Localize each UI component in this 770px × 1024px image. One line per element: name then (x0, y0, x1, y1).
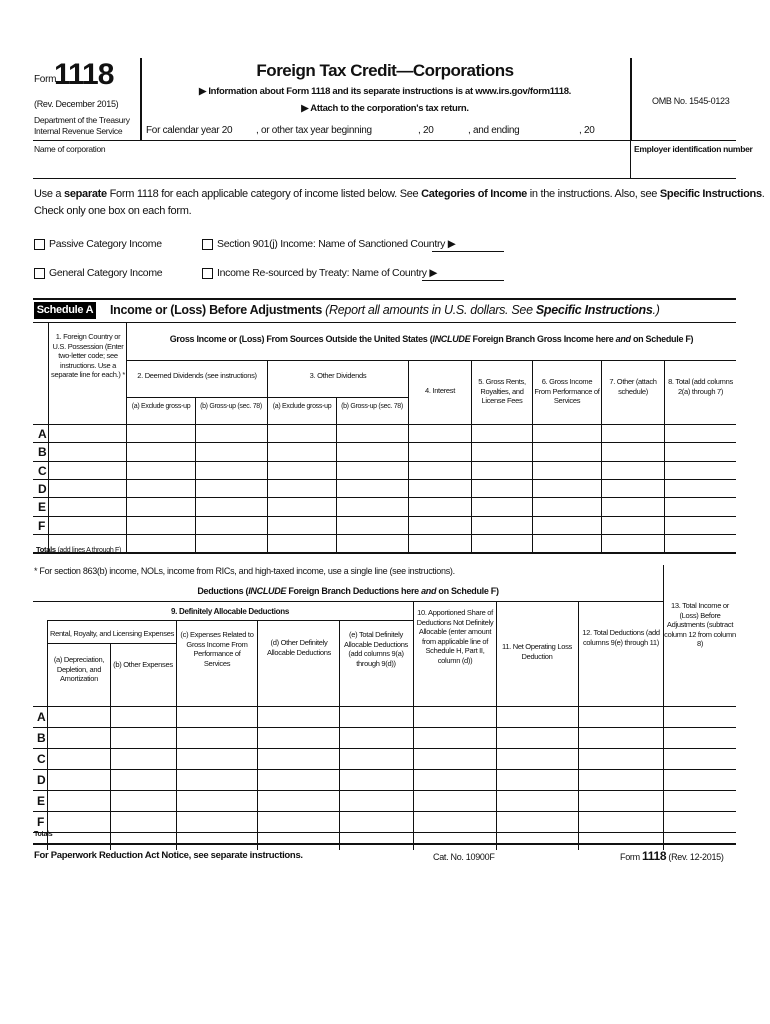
col2a-header: (a) Exclude gross-up (131, 403, 191, 410)
rental-rule (47, 643, 176, 644)
schedule-a-cell[interactable] (602, 425, 663, 441)
irs-line: Internal Revenue Service (34, 126, 123, 136)
deductions-cell[interactable] (111, 749, 175, 768)
passive-checkbox[interactable] (34, 239, 45, 250)
deductions-cell[interactable] (48, 707, 109, 726)
deductions-row-letter: E (37, 794, 46, 808)
deductions-cell[interactable] (177, 791, 256, 810)
schedule-a-cell[interactable] (665, 480, 735, 496)
general-checkbox[interactable] (34, 268, 45, 279)
schedule-a-total-cell[interactable] (337, 535, 407, 551)
schedule-a-cell[interactable] (268, 480, 335, 496)
catalog-number: Cat. No. 10900F (433, 852, 495, 862)
deductions-row-letter: A (37, 710, 46, 724)
deductions-cell[interactable] (414, 791, 495, 810)
deductions-cell[interactable] (579, 749, 662, 768)
sec901-checkbox[interactable] (202, 239, 213, 250)
deductions-cell[interactable] (579, 770, 662, 789)
col9-header: 9. Definitely Allocable Deductions (171, 607, 289, 616)
schedule-a-cell[interactable] (49, 443, 125, 459)
col2b-header: (b) Gross-up (sec. 78) (200, 403, 262, 410)
other-year-label: , or other tax year beginning (256, 125, 372, 136)
col4-header: 4. Interest (424, 386, 456, 395)
schedule-a-total-cell[interactable] (533, 535, 600, 551)
gross-header-rule (126, 360, 736, 361)
deductions-total-cell[interactable] (340, 833, 412, 848)
deductions-cell[interactable] (258, 728, 338, 747)
deductions-cell[interactable] (497, 728, 577, 747)
comma-20-a: , 20 (418, 125, 434, 136)
deductions-cell[interactable] (579, 707, 662, 726)
deductions-total-cell[interactable] (579, 833, 662, 848)
schedule-a-total-cell[interactable] (196, 535, 266, 551)
schedule-a-cell[interactable] (472, 480, 531, 496)
col13-header: 13. Total Income or (Loss) Before Adjustments (subtract column 12 from column 8) (664, 601, 736, 648)
col9-rule (47, 620, 413, 621)
col10-header: 10. Apportioned Share of Deductions Not Definitely Allocable (enter amount from applicable line of Schedule H, Part II, column (d)) (416, 608, 494, 665)
schedule-a-cell[interactable] (337, 462, 407, 478)
deductions-cell[interactable] (497, 749, 577, 768)
deductions-cell[interactable] (258, 770, 338, 789)
general-label: General Category Income (49, 267, 163, 279)
deductions-cell[interactable] (340, 749, 412, 768)
deductions-cell[interactable] (340, 770, 412, 789)
schedule-a-cell[interactable] (602, 498, 663, 514)
schedule-a-row-letter: A (38, 427, 47, 441)
department-line: Department of the Treasury (34, 115, 130, 125)
schedule-a-cell[interactable] (533, 498, 600, 514)
schedule-a-cell[interactable] (337, 498, 407, 514)
deductions-cell[interactable] (340, 728, 412, 747)
info-line: ▶ Information about Form 1118 and its separate instructions is at www.irs.gov/form1118. (198, 86, 572, 97)
deductions-cell[interactable] (111, 770, 175, 789)
schedule-a-cell[interactable] (409, 498, 470, 514)
deductions-cell[interactable] (258, 812, 338, 831)
schedule-a-cell[interactable] (337, 425, 407, 441)
schedule-a-total-cell[interactable] (409, 535, 470, 551)
deductions-cell[interactable] (579, 728, 662, 747)
schedule-a-cell[interactable] (268, 498, 335, 514)
deductions-cell[interactable] (340, 812, 412, 831)
deductions-header: Deductions (INCLUDE Foreign Branch Deductions here and on Schedule F) (197, 586, 499, 596)
schedule-a-cell[interactable] (49, 462, 125, 478)
deductions-cell[interactable] (48, 791, 109, 810)
schedule-a-cell[interactable] (196, 425, 266, 441)
schedule-a-cell[interactable] (337, 480, 407, 496)
schedule-a-cell[interactable] (49, 517, 125, 533)
deductions-cell[interactable] (579, 812, 662, 831)
gross-income-header: Gross Income or (Loss) From Sources Outside the United States (INCLUDE Foreign Branch Gross Income here and on Schedule F) (169, 334, 694, 344)
form-label: Form (34, 74, 57, 85)
schedule-a-row-letter: F (38, 518, 46, 533)
schedule-a-cell[interactable] (533, 517, 600, 533)
schedule-a-cell[interactable] (665, 517, 735, 533)
deductions-row-letter: B (37, 731, 46, 745)
deductions-cell[interactable] (664, 812, 735, 831)
schedule-a-cell[interactable] (49, 480, 125, 496)
deductions-cell[interactable] (664, 791, 735, 810)
schedule-a-cell[interactable] (602, 517, 663, 533)
rental-header: Rental, Royalty, and Licensing Expenses (49, 629, 175, 638)
schedule-a-cell[interactable] (533, 443, 600, 459)
schedule-a-cell[interactable] (337, 517, 407, 533)
deductions-cell[interactable] (664, 770, 735, 789)
form-number: 1118 (54, 58, 114, 91)
schedule-a-cell[interactable] (472, 517, 531, 533)
header-right-divider (630, 58, 632, 140)
schedule-a-cell[interactable] (665, 425, 735, 441)
deductions-cell[interactable] (414, 728, 495, 747)
deductions-cell[interactable] (497, 770, 577, 789)
deductions-cell[interactable] (48, 812, 109, 831)
schedule-a-cell[interactable] (268, 517, 335, 533)
col11-header: 11. Net Operating Loss Deduction (502, 642, 572, 661)
deductions-cell[interactable] (177, 770, 256, 789)
schedule-a-bottom-rule (33, 552, 736, 554)
deductions-cell[interactable] (664, 749, 735, 768)
schedule-a-cell[interactable] (665, 443, 735, 459)
schedule-a-row-letter: D (38, 481, 47, 496)
deductions-cell[interactable] (497, 707, 577, 726)
schedule-a-cell[interactable] (533, 480, 600, 496)
deductions-cell[interactable] (111, 791, 175, 810)
schedule-a-cell[interactable] (196, 462, 266, 478)
schedule-a-cell[interactable] (127, 443, 194, 459)
schedule-a-row-letter: E (38, 500, 47, 515)
deductions-cell[interactable] (340, 791, 412, 810)
schedule-a-cell[interactable] (337, 443, 407, 459)
schedule-a-cell[interactable] (409, 480, 470, 496)
deductions-cell[interactable] (664, 707, 735, 726)
schedule-a-cell[interactable] (409, 443, 470, 459)
schedule-a-cell[interactable] (127, 462, 194, 478)
form-title: Foreign Tax Credit—Corporations (256, 61, 514, 80)
deductions-cell[interactable] (664, 728, 735, 747)
col3-header: 3. Other Dividends (309, 371, 367, 380)
deductions-cell[interactable] (111, 812, 175, 831)
col9b-header: (b) Other Expenses (113, 660, 173, 669)
schedule-a-cell[interactable] (409, 517, 470, 533)
schedule-a-total-cell[interactable] (268, 535, 335, 551)
schedule-a-cell[interactable] (196, 517, 266, 533)
deductions-cell[interactable] (258, 791, 338, 810)
deductions-cell[interactable] (177, 812, 256, 831)
schedule-a-total-cell[interactable] (665, 535, 735, 551)
schedule-a-cell[interactable] (49, 498, 125, 514)
deductions-cell[interactable] (414, 770, 495, 789)
schedule-a-cell[interactable] (127, 498, 194, 514)
schedule-a-cell[interactable] (196, 443, 266, 459)
sec901-label: Section 901(j) Income: Name of Sanctioned Country ▶ (217, 238, 456, 250)
deductions-cell[interactable] (414, 749, 495, 768)
deductions-header-rule (33, 601, 663, 602)
schedule-a-cell[interactable] (602, 443, 663, 459)
deductions-cell[interactable] (497, 791, 577, 810)
name-row-bottom-rule (33, 178, 736, 179)
schedule-a-cell[interactable] (127, 517, 194, 533)
col9a-header: (a) Depreciation, Depletion, and Amortization (53, 655, 105, 683)
schedule-a-cell[interactable] (472, 425, 531, 441)
deductions-cell[interactable] (111, 707, 175, 726)
and-ending-label: , and ending (468, 125, 520, 136)
attach-line: ▶ Attach to the corporation's tax return. (301, 103, 469, 114)
deductions-cell[interactable] (177, 707, 256, 726)
deductions-total-cell[interactable] (258, 833, 338, 848)
schedule-a-row-letter: C (38, 463, 47, 478)
schedule-a-totals-label: Totals (add lines A through F) (36, 545, 122, 554)
col8-header: 8. Total (add columns 2(a) through 7) (668, 377, 733, 396)
schedule-a-cell[interactable] (533, 462, 600, 478)
instructions-line-1: Use a separate Form 1118 for each applicable category of income listed below. See Categories of Income in the instructions. Also, see Specific Instructions. (34, 188, 765, 200)
schedule-a-cell[interactable] (533, 425, 600, 441)
footer-form-id: Form 1118 (Rev. 12-2015) (620, 849, 724, 863)
deductions-cell[interactable] (177, 749, 256, 768)
ein-field[interactable] (634, 155, 734, 177)
schedule-a-cell[interactable] (49, 425, 125, 441)
schedule-a-badge: Schedule A (34, 302, 96, 319)
revision-date: (Rev. December 2015) (34, 99, 119, 109)
ein-divider (630, 140, 631, 178)
schedule-a-cell[interactable] (665, 498, 735, 514)
schedule-a-cell[interactable] (268, 462, 335, 478)
schedule-a-cell[interactable] (127, 480, 194, 496)
col7-header: 7. Other (attach schedule) (609, 377, 657, 396)
deductions-row-letter: D (37, 773, 46, 787)
resourced-checkbox[interactable] (202, 268, 213, 279)
deductions-row-letter: F (37, 815, 45, 829)
deductions-total-cell[interactable] (664, 833, 735, 848)
deductions-cell[interactable] (258, 707, 338, 726)
schedule-a-cell[interactable] (472, 498, 531, 514)
schedule-a-cell[interactable] (602, 480, 663, 496)
deductions-cell[interactable] (48, 728, 109, 747)
col2-header: 2. Deemed Dividends (see instructions) (137, 371, 257, 380)
schedule-a-cell[interactable] (268, 443, 335, 459)
deductions-total-cell[interactable] (111, 833, 175, 848)
calendar-year-label: For calendar year 20 (146, 125, 233, 136)
omb-number: OMB No. 1545-0123 (652, 96, 730, 106)
deductions-totals-label: Totals (34, 831, 53, 838)
schedule-a-footnote: * For section 863(b) income, NOLs, income from RICs, and high-taxed income, use a single line (see instructions). (34, 566, 455, 576)
deductions-cell[interactable] (48, 749, 109, 768)
schedule-a-cell[interactable] (196, 498, 266, 514)
col1-header: 1. Foreign Country or U.S. Possession (Enter two-letter code; see instructions. Use a separate line for each.) * (51, 332, 125, 379)
deductions-cell[interactable] (258, 749, 338, 768)
deductions-cell[interactable] (579, 791, 662, 810)
deductions-total-cell[interactable] (177, 833, 256, 848)
schedule-a-cell[interactable] (196, 480, 266, 496)
col6-header: 6. Gross Income From Performance of Services (534, 377, 600, 405)
schedule-a-cell[interactable] (472, 443, 531, 459)
schedule-a-title: Income or (Loss) Before Adjustments (Report all amounts in U.S. dollars. See Specific Instructions.) (110, 303, 660, 317)
schedule-a-cell[interactable] (665, 462, 735, 478)
deductions-row-letter: C (37, 752, 46, 766)
col9d-header: (d) Other Definitely Allocable Deductions (266, 638, 332, 657)
resourced-country-field[interactable] (422, 280, 504, 281)
col9e-header: (e) Total Definitely Allocable Deductions (add columns 9(a) through 9(d)) (343, 630, 409, 668)
sec901-country-field[interactable] (432, 251, 504, 252)
schedule-a-total-cell[interactable] (127, 535, 194, 551)
schedule-a-row-letter: B (38, 445, 47, 460)
col9c-header: (c) Expenses Related to Gross Income From Performance of Services (180, 630, 254, 668)
ein-label: Employer identification number (634, 144, 753, 154)
schedule-a-total-cell[interactable] (472, 535, 531, 551)
col3a-header: (a) Exclude gross-up (272, 403, 332, 410)
deductions-cell[interactable] (414, 707, 495, 726)
deductions-cell[interactable] (340, 707, 412, 726)
schedule-a-top-rule (33, 298, 736, 300)
col5-header: 5. Gross Rents, Royalties, and License Fees (478, 377, 526, 405)
deductions-total-cell[interactable] (497, 833, 577, 848)
resourced-label: Income Re-sourced by Treaty: Name of Country ▶ (217, 267, 438, 279)
schedule-a-cell[interactable] (127, 425, 194, 441)
comma-20-b: , 20 (579, 125, 595, 136)
instructions-line-2: Check only one box on each form. (34, 205, 192, 217)
schedule-a-cell[interactable] (268, 425, 335, 441)
deductions-total-cell[interactable] (48, 833, 109, 848)
passive-label: Passive Category Income (49, 238, 162, 250)
schedule-a-cell[interactable] (602, 462, 663, 478)
schedule-a-title-rule (33, 322, 736, 323)
deductions-cell[interactable] (111, 728, 175, 747)
col12-header: 12. Total Deductions (add columns 9(e) through 11) (582, 628, 660, 647)
deductions-total-cell[interactable] (414, 833, 495, 848)
deductions-cell[interactable] (177, 728, 256, 747)
name-of-corporation-field[interactable] (34, 155, 624, 177)
name-of-corporation-label: Name of corporation (34, 144, 106, 154)
col3b-header: (b) Gross-up (sec. 78) (341, 403, 403, 410)
deductions-cell[interactable] (497, 812, 577, 831)
paperwork-notice: For Paperwork Reduction Act Notice, see separate instructions. (34, 850, 303, 861)
schedule-a-cell[interactable] (472, 462, 531, 478)
deductions-cell[interactable] (48, 770, 109, 789)
footer-top-rule (33, 843, 736, 845)
schedule-a-cell[interactable] (409, 462, 470, 478)
schedule-a-cell[interactable] (409, 425, 470, 441)
deductions-cell[interactable] (414, 812, 495, 831)
schedule-a-total-cell[interactable] (602, 535, 663, 551)
